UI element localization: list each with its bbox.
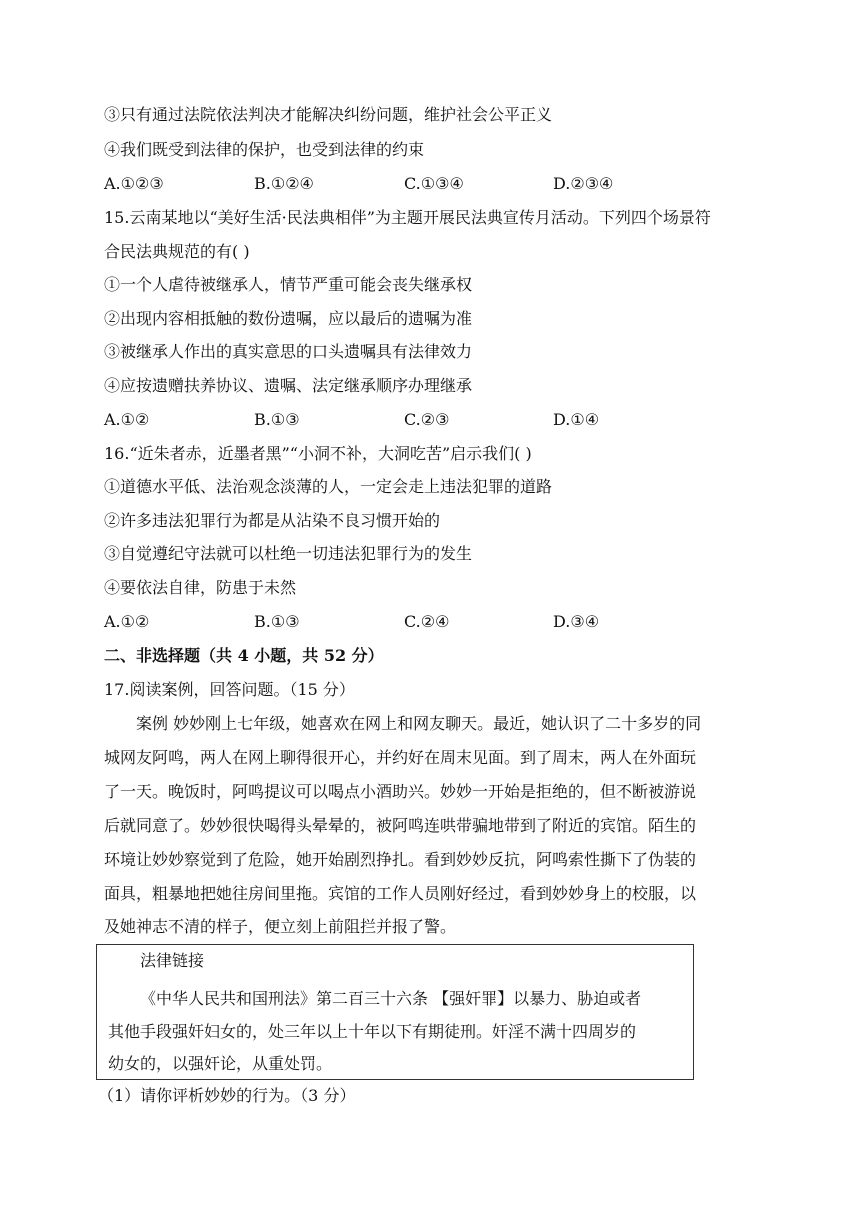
q16-option-d[interactable]: D.③④	[553, 612, 600, 631]
q14-statement-4: ④我们既受到法律的保护，也受到法律的约束	[104, 140, 425, 159]
section-heading: 二、非选择题（共 4 小题，共 52 分）	[104, 646, 384, 665]
law-link-line: 其他手段强奸妇女的，处三年以上十年以下有期徒刑。奸淫不满十四周岁的	[108, 1022, 637, 1041]
q16-statement-4: ④要依法自律，防患于未然	[104, 578, 297, 597]
q15-statement-2: ②出现内容相抵触的数份遗嘱，应以最后的遗嘱为准	[104, 309, 473, 328]
law-link-line: 幼女的，以强奸论，从重处罚。	[108, 1054, 333, 1073]
q14-option-d[interactable]: D.②③④	[553, 174, 614, 193]
q14-statement-3: ③只有通过法院依法判决才能解决纠纷问题，维护社会公平正义	[104, 105, 553, 124]
case-line: 面具，粗暴地把她往房间里拖。宾馆的工作人员刚好经过，看到妙妙身上的校服，以	[104, 884, 697, 903]
q16-statement-2: ②许多违法犯罪行为都是从沾染不良习惯开始的	[104, 511, 441, 530]
q16-option-c[interactable]: C.②④	[404, 612, 450, 631]
q15-option-b[interactable]: B.①③	[254, 410, 300, 429]
q15-stem-line-1: 15.云南某地以“美好生活·民法典相伴”为主题开展民法典宣传月活动。下列四个场景符	[104, 208, 711, 227]
q15-stem-line-2: 合民法典规范的有( )	[104, 242, 250, 261]
case-line: 后就同意了。妙妙很快喝得头晕晕的，被阿鸣连哄带骗地带到了附近的宾馆。陌生的	[104, 816, 697, 835]
q16-statement-1: ①道德水平低、法治观念淡薄的人，一定会走上违法犯罪的道路	[104, 477, 553, 496]
q15-statement-1: ①一个人虐待被继承人，情节严重可能会丧失继承权	[104, 275, 473, 294]
q17-subquestion-1: （1）请你评析妙妙的行为。（3 分）	[98, 1086, 356, 1105]
q15-statement-3: ③被继承人作出的真实意思的口头遗嘱具有法律效力	[104, 342, 473, 361]
q16-stem: 16.“近朱者赤，近墨者黑”“小洞不补，大洞吃苦”启示我们( )	[104, 444, 532, 463]
case-line: 城网友阿鸣，两人在网上聊得很开心，并约好在周末见面。到了周末，两人在外面玩	[104, 748, 697, 767]
q14-option-a[interactable]: A.①②③	[104, 174, 164, 193]
case-line: 及她神志不清的样子，便立刻上前阻拦并报了警。	[104, 917, 457, 936]
q15-option-a[interactable]: A.①②	[104, 410, 150, 429]
q16-option-b[interactable]: B.①③	[254, 612, 300, 631]
q16-statement-3: ③自觉遵纪守法就可以杜绝一切违法犯罪行为的发生	[104, 544, 473, 563]
case-line: 环境让妙妙察觉到了危险，她开始剧烈挣扎。看到妙妙反抗，阿鸣索性撕下了伪装的	[104, 850, 697, 869]
q16-option-a[interactable]: A.①②	[104, 612, 150, 631]
law-link-title: 法律链接	[140, 951, 205, 970]
q15-statement-4: ④应按遗赠扶养协议、遗嘱、法定继承顺序办理继承	[104, 376, 473, 395]
law-link-line: 《中华人民共和国刑法》第二百三十六条 【强奸罪】以暴力、胁迫或者	[140, 989, 642, 1008]
q14-option-c[interactable]: C.①③④	[404, 174, 464, 193]
q17-stem: 17.阅读案例，回答问题。（15 分）	[104, 680, 355, 699]
q15-option-c[interactable]: C.②③	[404, 410, 450, 429]
q14-option-b[interactable]: B.①②④	[254, 174, 314, 193]
case-line: 案例 妙妙刚上七年级，她喜欢在网上和网友聊天。最近，她认识了二十多岁的同	[136, 714, 702, 733]
q15-option-d[interactable]: D.①④	[553, 410, 600, 429]
case-line: 了一天。晚饭时，阿鸣提议可以喝点小酒助兴。妙妙一开始是拒绝的，但不断被游说	[104, 782, 697, 801]
